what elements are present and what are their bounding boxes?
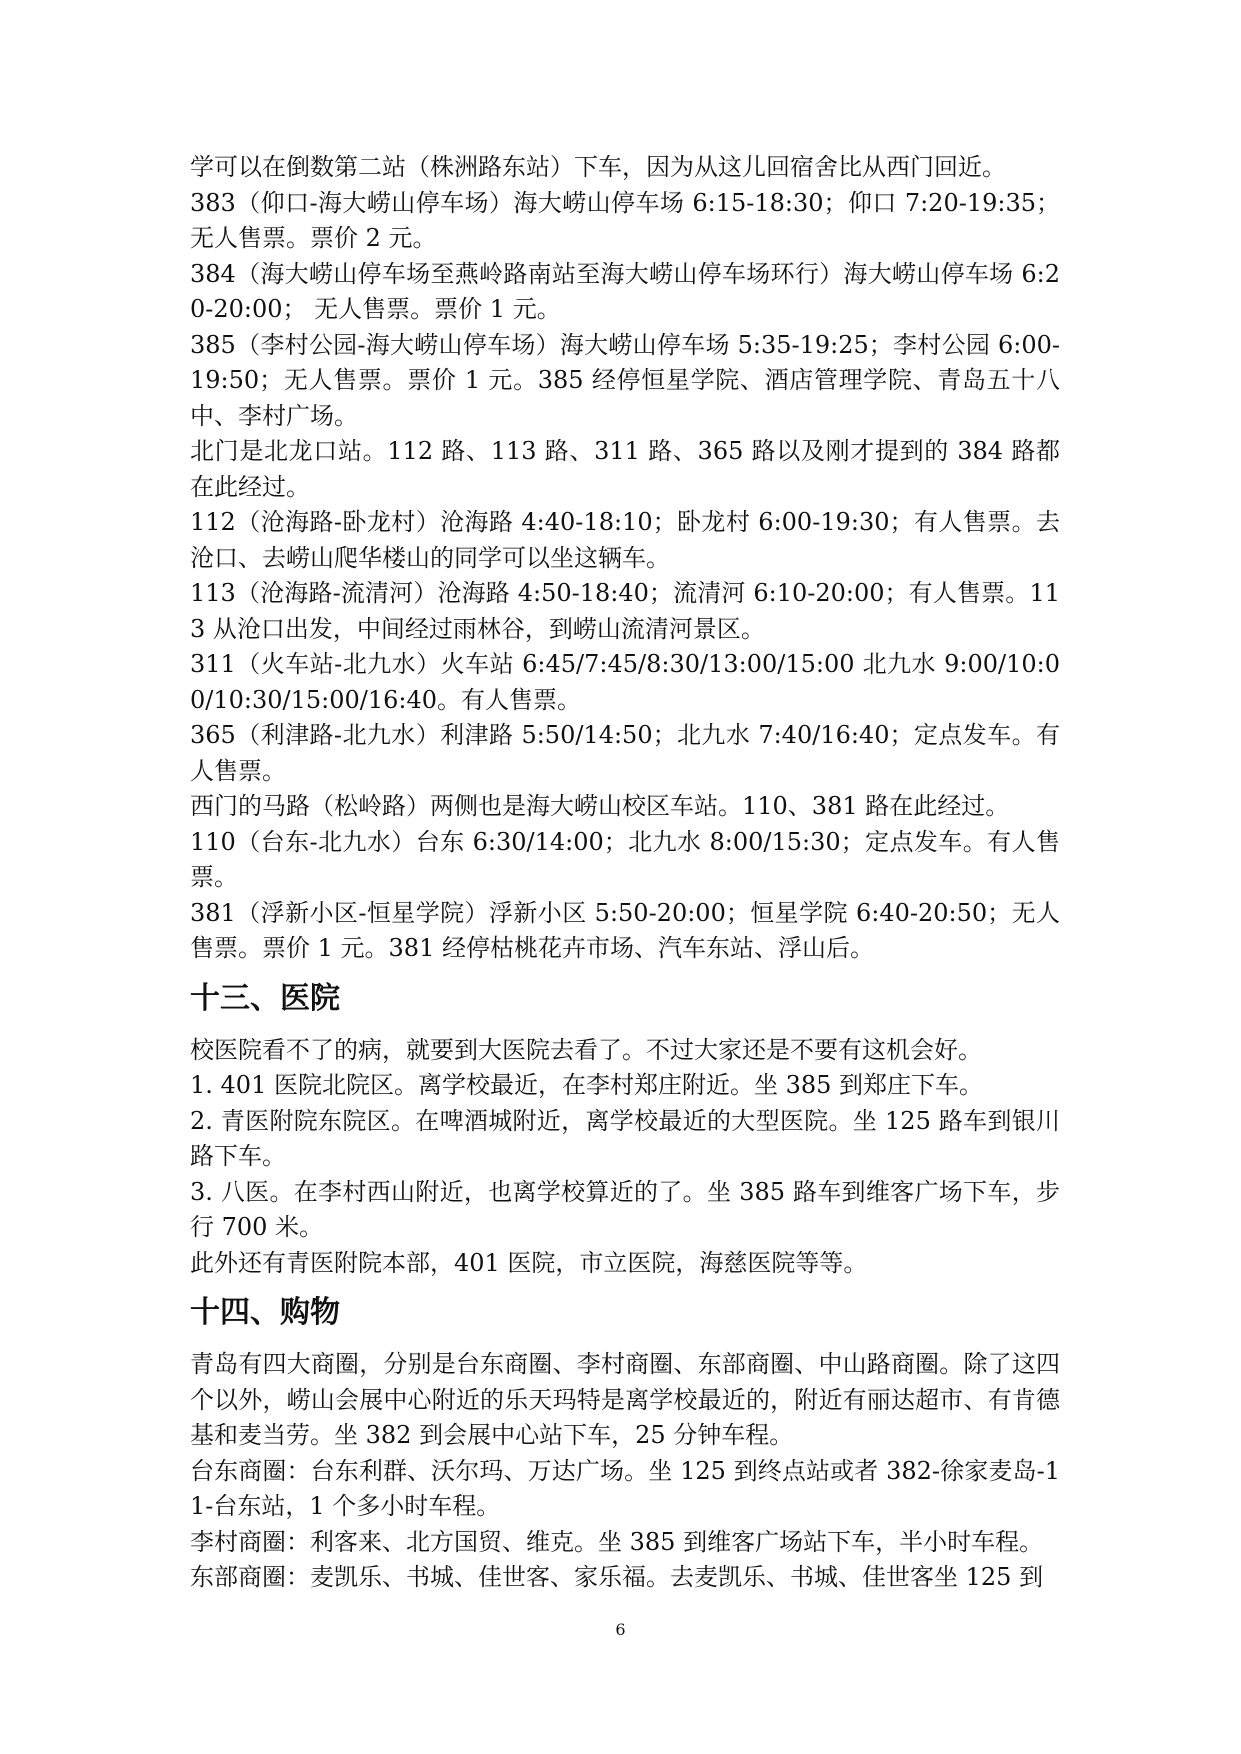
paragraph: 365（利津路-北九水）利津路 5:50/14:50；北九水 7:40/16:40；定点发车。有人售票。 (190, 721, 1060, 785)
paragraph: 110（台东-北九水）台东 6:30/14:00；北九水 8:00/15:30；定点发车。有人售票。 (190, 827, 1060, 891)
paragraph: 青岛有四大商圈，分别是台东商圈、李村商圈、东部商圈、中山路商圈。除了这四个以外，崂山会展中心附近的乐天玛特是离学校最近的，附近有丽达超市、有肯德基和麦当劳。坐 382 到会展中心站下车，25 分钟车程。 (190, 1350, 1060, 1449)
paragraph: 311（火车站-北九水）火车站 6:45/7:45/8:30/13:00/15:00 北九水 9:00/10:00/10:30/15:00/16:40。有人售票。 (190, 650, 1060, 714)
section-hospital (190, 979, 1060, 1282)
paragraph: 东部商圈：麦凯乐、书城、佳世客、家乐福。去麦凯乐、书城、佳世客坐 125 到 (190, 1563, 1044, 1591)
paragraph: 台东商圈：台东利群、沃尔玛、万达广场。坐 125 到终点站或者 382-徐家麦岛-11-台东站，1 个多小时车程。 (190, 1456, 1060, 1520)
paragraph: 384（海大崂山停车场至燕岭路南站至海大崂山停车场环行）海大崂山停车场 6:20-20:00； 无人售票。票价 1 元。 (190, 259, 1060, 323)
section-heading-hospital: 十三、医院 (190, 980, 340, 1016)
page-number: 6 (615, 1620, 626, 1639)
paragraph: 此外还有青医附院本部，401 医院，市立医院，海慈医院等等。 (190, 1248, 868, 1277)
document-body (190, 150, 1060, 1596)
paragraph: 381（浮新小区-恒星学院）浮新小区 5:50-20:00；恒星学院 6:40-20:50；无人售票。票价 1 元。381 经停枯桃花卉市场、汽车东站、浮山后。 (190, 898, 1060, 962)
paragraph: 学可以在倒数第二站（株洲路东站）下车，因为从这儿回宿舍比从西门回近。 (190, 153, 1006, 181)
section-shopping (190, 1293, 1060, 1596)
paragraph: 1. 401 医院北院区。离学校最近，在李村郑庄附近。坐 385 到郑庄下车。 (190, 1071, 984, 1099)
paragraph: 3. 八医。在李村西山附近，也离学校算近的了。坐 385 路车到维客广场下车，步行 700 米。 (190, 1177, 1060, 1241)
paragraph: 校医院看不了的病，就要到大医院去看了。不过大家还是不要有这机会好。 (190, 1035, 982, 1064)
paragraph: 2. 青医附院东院区。在啤酒城附近，离学校最近的大型医院。坐 125 路车到银川路下车。 (190, 1106, 1060, 1170)
paragraph: 113（沧海路-流清河）沧海路 4:50-18:40；流清河 6:10-20:00；有人售票。113 从沧口出发，中间经过雨林谷，到崂山流清河景区。 (190, 579, 1060, 643)
paragraph: 112（沧海路-卧龙村）沧海路 4:40-18:10；卧龙村 6:00-19:30；有人售票。去沧口、去崂山爬华楼山的同学可以坐这辆车。 (190, 508, 1060, 572)
paragraph: 西门的马路（松岭路）两侧也是海大崂山校区车站。110、381 路在此经过。 (190, 792, 1010, 820)
section-heading-shopping: 十四、购物 (190, 1295, 340, 1330)
section-bus-routes (190, 150, 1060, 967)
paragraph: 385（李村公园-海大崂山停车场）海大崂山停车场 5:35-19:25；李村公园 6:00-19:50；无人售票。票价 1 元。385 经停恒星学院、酒店管理学院、青岛五十八中、李村广场。 (190, 330, 1060, 430)
paragraph: 李村商圈：利客来、北方国贸、维克。坐 385 到维客广场站下车，半小时车程。 (190, 1527, 1044, 1556)
paragraph: 北门是北龙口站。112 路、113 路、311 路、365 路以及刚才提到的 384 路都在此经过。 (190, 437, 1060, 501)
paragraph: 383（仰口-海大崂山停车场）海大崂山停车场 6:15-18:30；仰口 7:20-19:35；无人售票。票价 2 元。 (190, 188, 1060, 252)
